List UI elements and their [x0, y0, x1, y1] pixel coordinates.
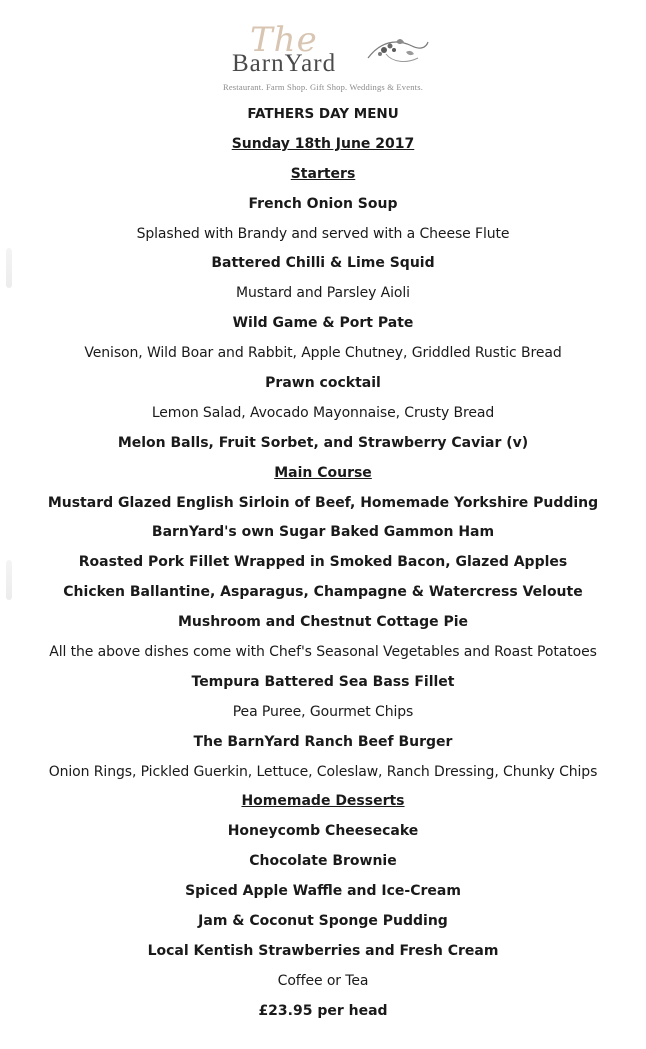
coffee-note: Coffee or Tea	[277, 972, 369, 989]
section-heading-main-course: Main Course	[274, 464, 372, 481]
dish-description: Onion Rings, Pickled Guerkin, Lettuce, Coleslaw, Ranch Dressing, Chunky Chips	[48, 763, 598, 780]
dish-name: French Onion Soup	[248, 195, 398, 212]
dish-description: Mustard and Parsley Aioli	[236, 285, 410, 302]
menu-date: Sunday 18th June 2017	[231, 135, 415, 152]
dessert-name: Spiced Apple Waffle and Ice-Cream	[185, 883, 461, 900]
dish-name: Wild Game & Port Pate	[232, 315, 414, 332]
dish-name: Battered Chilli & Lime Squid	[211, 255, 435, 272]
mains-note: All the above dishes come with Chef's Seasonal Vegetables and Roast Potatoes	[49, 644, 597, 661]
dish-name: Roasted Pork Fillet Wrapped in Smoked Bacon, Glazed Apples	[78, 554, 568, 571]
dish-name: Tempura Battered Sea Bass Fillet	[191, 673, 455, 690]
dish-name: Chicken Ballantine, Asparagus, Champagne & Watercress Veloute	[63, 584, 583, 601]
section-heading-starters: Starters	[290, 165, 356, 182]
dessert-name: Honeycomb Cheesecake	[227, 823, 419, 840]
dish-name: The BarnYard Ranch Beef Burger	[193, 733, 453, 750]
menu-price: £23.95 per head	[258, 1002, 388, 1019]
dish-name: Melon Balls, Fruit Sorbet, and Strawberry Caviar (v)	[117, 434, 529, 451]
menu-body	[0, 100, 646, 1027]
logo-tagline: Restaurant. Farm Shop. Gift Shop. Weddings & Events.	[222, 82, 424, 92]
dessert-name: Jam & Coconut Sponge Pudding	[198, 913, 448, 930]
logo-name: BarnYard	[232, 50, 337, 77]
dessert-name: Local Kentish Strawberries and Fresh Cream	[147, 942, 499, 959]
floral-flourish-icon	[366, 28, 430, 72]
dish-description: Venison, Wild Boar and Rabbit, Apple Chutney, Griddled Rustic Bread	[84, 345, 562, 362]
barnyard-logo	[0, 18, 646, 98]
logo-the-script: The	[250, 20, 318, 60]
dish-description: Lemon Salad, Avocado Mayonnaise, Crusty Bread	[151, 404, 495, 421]
dish-description: Pea Puree, Gourmet Chips	[232, 703, 414, 720]
section-heading-desserts: Homemade Desserts	[241, 793, 405, 810]
menu-title: FATHERS DAY MENU	[247, 106, 399, 122]
dish-name: Mushroom and Chestnut Cottage Pie	[177, 614, 469, 631]
dish-description: Splashed with Brandy and served with a Cheese Flute	[136, 225, 510, 242]
dish-name: Prawn cocktail	[265, 375, 381, 392]
dish-name: Mustard Glazed English Sirloin of Beef, Homemade Yorkshire Pudding	[47, 494, 599, 511]
dish-name: BarnYard's own Sugar Baked Gammon Ham	[151, 524, 495, 541]
dessert-name: Chocolate Brownie	[249, 853, 397, 870]
